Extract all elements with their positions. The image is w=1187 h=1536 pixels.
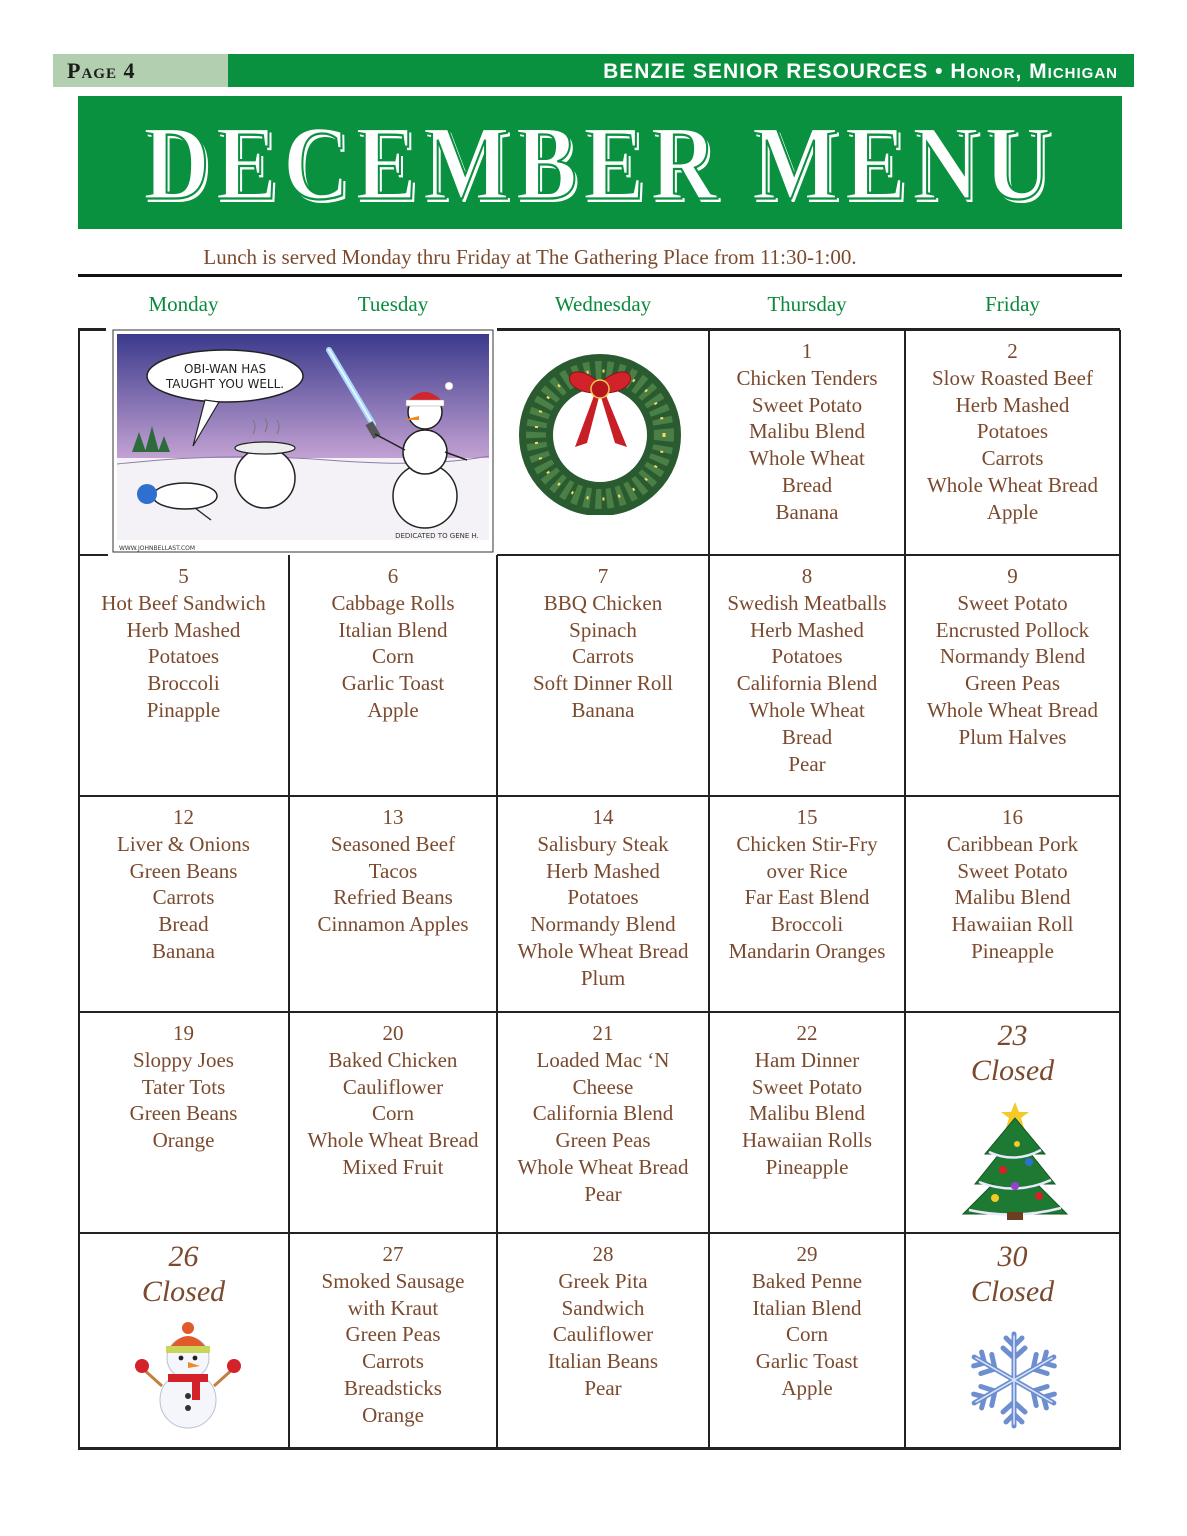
menu-day-thursday (709, 796, 905, 965)
menu-item: Baked Penne (751, 1268, 863, 1293)
closed-label: Closed (970, 1054, 1055, 1087)
menu-day-friday (905, 796, 1120, 965)
snowman-comic-image (107, 326, 495, 554)
menu-item: Cauliflower (552, 1322, 654, 1347)
menu-item: Malibu Blend (954, 885, 1071, 910)
day-number: 5 (178, 564, 189, 588)
menu-item: Hot Beef Sandwich (101, 590, 266, 615)
menu-item: BBQ Chicken (543, 590, 663, 615)
day-number: 20 (382, 1021, 404, 1045)
menu-item: Plum (580, 965, 626, 990)
closed-day-monday (78, 1239, 289, 1309)
menu-item: Chicken Stir-Fry (736, 831, 878, 856)
menu-day-tuesday (289, 1233, 497, 1429)
menu-item: Potatoes (771, 644, 843, 669)
grid-line-h (78, 328, 106, 331)
day-number: 7 (597, 564, 609, 588)
page-title: DECEMBER MENU (143, 103, 1057, 222)
menu-item: Pear (584, 1181, 622, 1206)
menu-item: Herb Mashed (955, 392, 1070, 417)
menu-item: Green Peas (345, 1322, 441, 1347)
menu-item: Herb Mashed (126, 617, 241, 642)
closed-day-friday (905, 1018, 1120, 1088)
menu-item: Green Beans (129, 858, 238, 883)
snowflake-image (964, 1326, 1064, 1434)
menu-item: Banana (152, 938, 215, 963)
menu-item: Whole Wheat Bread (517, 1154, 689, 1179)
menu-item: Encrusted Pollock (935, 617, 1090, 642)
day-number: 26 (168, 1240, 199, 1273)
day-number: 19 (173, 1021, 194, 1045)
menu-day-thursday (709, 1012, 905, 1181)
day-number: 15 (796, 805, 818, 829)
menu-item: Mixed Fruit (342, 1154, 444, 1179)
day-number: 14 (592, 805, 614, 829)
menu-item: Pineapple (765, 1154, 849, 1179)
menu-item: Cinnamon Apples (317, 912, 469, 937)
menu-item: Whole Wheat Bread (926, 697, 1099, 722)
menu-item: Slow Roasted Beef (932, 365, 1093, 390)
menu-item: Corn (786, 1322, 828, 1347)
menu-item: Green Peas (555, 1128, 651, 1153)
comic-speech-line-2: TAUGHT YOU WELL. (165, 377, 285, 391)
comic-dedication: DEDICATED TO GENE H. (395, 532, 479, 540)
menu-item: Tater Tots (141, 1074, 226, 1099)
title-banner (78, 96, 1122, 229)
day-number: 2 (1007, 339, 1018, 363)
menu-item: Mandarin Oranges (728, 938, 886, 963)
menu-item: Breadsticks (344, 1375, 442, 1400)
menu-item: Far East Blend (744, 885, 870, 910)
day-number: 8 (801, 564, 813, 588)
menu-item: Herb Mashed (750, 617, 864, 642)
closed-day-friday (905, 1239, 1120, 1309)
menu-item: Chicken Tenders (736, 365, 878, 390)
menu-item: California Blend (736, 671, 878, 696)
menu-item: Malibu Blend (748, 1101, 866, 1126)
menu-item: Herb Mashed (546, 858, 660, 883)
snowman-image (128, 1316, 248, 1434)
menu-item: Whole Wheat Bread (926, 472, 1099, 497)
menu-item: California Blend (532, 1101, 674, 1126)
day-number: 27 (382, 1242, 404, 1266)
menu-item: Loaded Mac ‘N (536, 1047, 670, 1072)
menu-item: Pinapple (146, 697, 221, 722)
menu-item: Normandy Blend (530, 912, 676, 937)
menu-day-wednesday (497, 1012, 709, 1208)
menu-item: Italian Beans (547, 1349, 659, 1374)
menu-item: Apple (781, 1375, 833, 1400)
menu-day-tuesday (289, 1012, 497, 1181)
christmas-wreath-image (505, 343, 695, 515)
menu-day-monday (78, 1012, 289, 1154)
menu-item: over Rice (766, 858, 848, 883)
day-number: 23 (997, 1019, 1028, 1052)
closed-label: Closed (970, 1275, 1055, 1308)
menu-item: Cauliflower (342, 1074, 444, 1099)
menu-day-thursday (709, 555, 905, 777)
lunch-hours-note: Lunch is served Monday thru Friday at The Gathering Place from 11:30-1:00. (203, 245, 857, 269)
grid-line-h (78, 1447, 1120, 1450)
menu-day-wednesday (497, 1233, 709, 1402)
menu-item: Greek Pita (558, 1268, 648, 1293)
menu-item: Bread (781, 472, 833, 497)
menu-item: Sloppy Joes (133, 1047, 234, 1072)
menu-item: Green Beans (129, 1101, 238, 1126)
menu-item: Orange (152, 1128, 215, 1153)
menu-item: Ham Dinner (754, 1047, 860, 1072)
menu-item: Hawaiian Roll (951, 912, 1074, 937)
menu-day-tuesday (289, 555, 497, 724)
menu-item: Smoked Sausage (321, 1268, 465, 1293)
menu-item: Salisbury Steak (537, 831, 669, 856)
menu-item: Italian Blend (338, 617, 448, 642)
menu-item: Caribbean Pork (946, 831, 1079, 856)
day-header-monday: Monday (148, 292, 219, 316)
menu-day-wednesday (497, 555, 709, 724)
menu-item: Whole Wheat Bread (307, 1128, 479, 1153)
menu-item: Carrots (152, 885, 215, 910)
menu-item: Cheese (572, 1074, 634, 1099)
organization-header: BENZIE SENIOR RESOURCES • Honor, Michigan (228, 54, 1134, 87)
menu-item: Carrots (362, 1349, 424, 1374)
menu-item: Swedish Meatballs (727, 590, 887, 615)
menu-day-thursday (709, 330, 905, 526)
day-number: 28 (592, 1242, 614, 1266)
menu-item: Normandy Blend (939, 644, 1086, 669)
menu-item: Whole Wheat Bread (517, 938, 689, 963)
day-number: 30 (997, 1240, 1028, 1273)
menu-day-friday (905, 555, 1120, 751)
menu-item: Cabbage Rolls (331, 590, 455, 615)
divider (78, 274, 1122, 277)
comic-credit: WWW.JOHNBELLAST.COM (118, 545, 196, 552)
menu-item: Broccoli (147, 671, 220, 696)
menu-item: Sweet Potato (957, 590, 1068, 615)
christmas-tree-image (955, 1092, 1075, 1222)
menu-item: Pear (584, 1375, 622, 1400)
menu-item: Pear (788, 751, 826, 776)
day-number: 22 (796, 1021, 818, 1045)
menu-item: Refried Beans (333, 885, 453, 910)
menu-day-wednesday (497, 796, 709, 992)
menu-item: Sweet Potato (751, 392, 863, 417)
menu-item: Corn (372, 644, 414, 669)
menu-item: Hawaiian Rolls (741, 1128, 873, 1153)
menu-item: with Kraut (347, 1295, 439, 1320)
menu-item: Whole Wheat (749, 697, 865, 722)
menu-item: Bread (781, 724, 833, 749)
menu-item: Potatoes (147, 644, 220, 669)
menu-item: Baked Chicken (328, 1047, 458, 1072)
day-header-tuesday: Tuesday (357, 292, 429, 316)
menu-item: Potatoes (976, 419, 1049, 444)
menu-item: Banana (571, 697, 635, 722)
day-number: 1 (801, 339, 813, 363)
menu-item: Orange (362, 1402, 424, 1427)
menu-item: Italian Blend (752, 1295, 862, 1320)
comic-speech-line-1: OBI-WAN HAS (183, 362, 267, 376)
day-number: 21 (592, 1021, 614, 1045)
menu-item: Pineapple (971, 938, 1054, 963)
day-header-thursday: Thursday (767, 292, 847, 316)
day-number: 29 (796, 1242, 818, 1266)
menu-item: Apple (986, 499, 1039, 524)
menu-item: Whole Wheat (749, 446, 865, 471)
day-number: 12 (173, 805, 194, 829)
day-number: 9 (1007, 564, 1018, 588)
menu-item: Seasoned Beef (330, 831, 456, 856)
menu-day-monday (78, 555, 289, 724)
menu-item: Banana (775, 499, 839, 524)
menu-item: Potatoes (567, 885, 639, 910)
menu-day-tuesday (289, 796, 497, 938)
menu-item: Sweet Potato (751, 1074, 863, 1099)
menu-day-friday (905, 330, 1120, 526)
menu-item: Corn (372, 1101, 414, 1126)
menu-item: Sweet Potato (957, 858, 1068, 883)
day-header-friday: Friday (985, 292, 1040, 316)
menu-item: Spinach (569, 617, 637, 642)
menu-item: Liver & Onions (117, 831, 250, 856)
menu-item: Carrots (572, 644, 634, 669)
menu-item: Garlic Toast (755, 1349, 859, 1374)
menu-item: Bread (158, 912, 209, 937)
day-header-wednesday: Wednesday (554, 292, 652, 316)
menu-day-thursday (709, 1233, 905, 1402)
menu-day-monday (78, 796, 289, 965)
menu-item: Green Peas (964, 671, 1061, 696)
menu-item: Soft Dinner Roll (533, 671, 673, 696)
menu-item: Apple (367, 697, 419, 722)
menu-item: Broccoli (770, 912, 844, 937)
day-number: 16 (1002, 805, 1023, 829)
menu-item: Garlic Toast (341, 671, 445, 696)
menu-item: Tacos (368, 858, 418, 883)
menu-item: Plum Halves (958, 724, 1067, 749)
closed-label: Closed (141, 1275, 226, 1308)
page-number: Page 4 (53, 54, 228, 87)
menu-item: Carrots (981, 446, 1044, 471)
menu-item: Sandwich (561, 1295, 645, 1320)
menu-item: Malibu Blend (748, 419, 866, 444)
day-number: 13 (382, 805, 404, 829)
day-number: 6 (387, 564, 399, 588)
